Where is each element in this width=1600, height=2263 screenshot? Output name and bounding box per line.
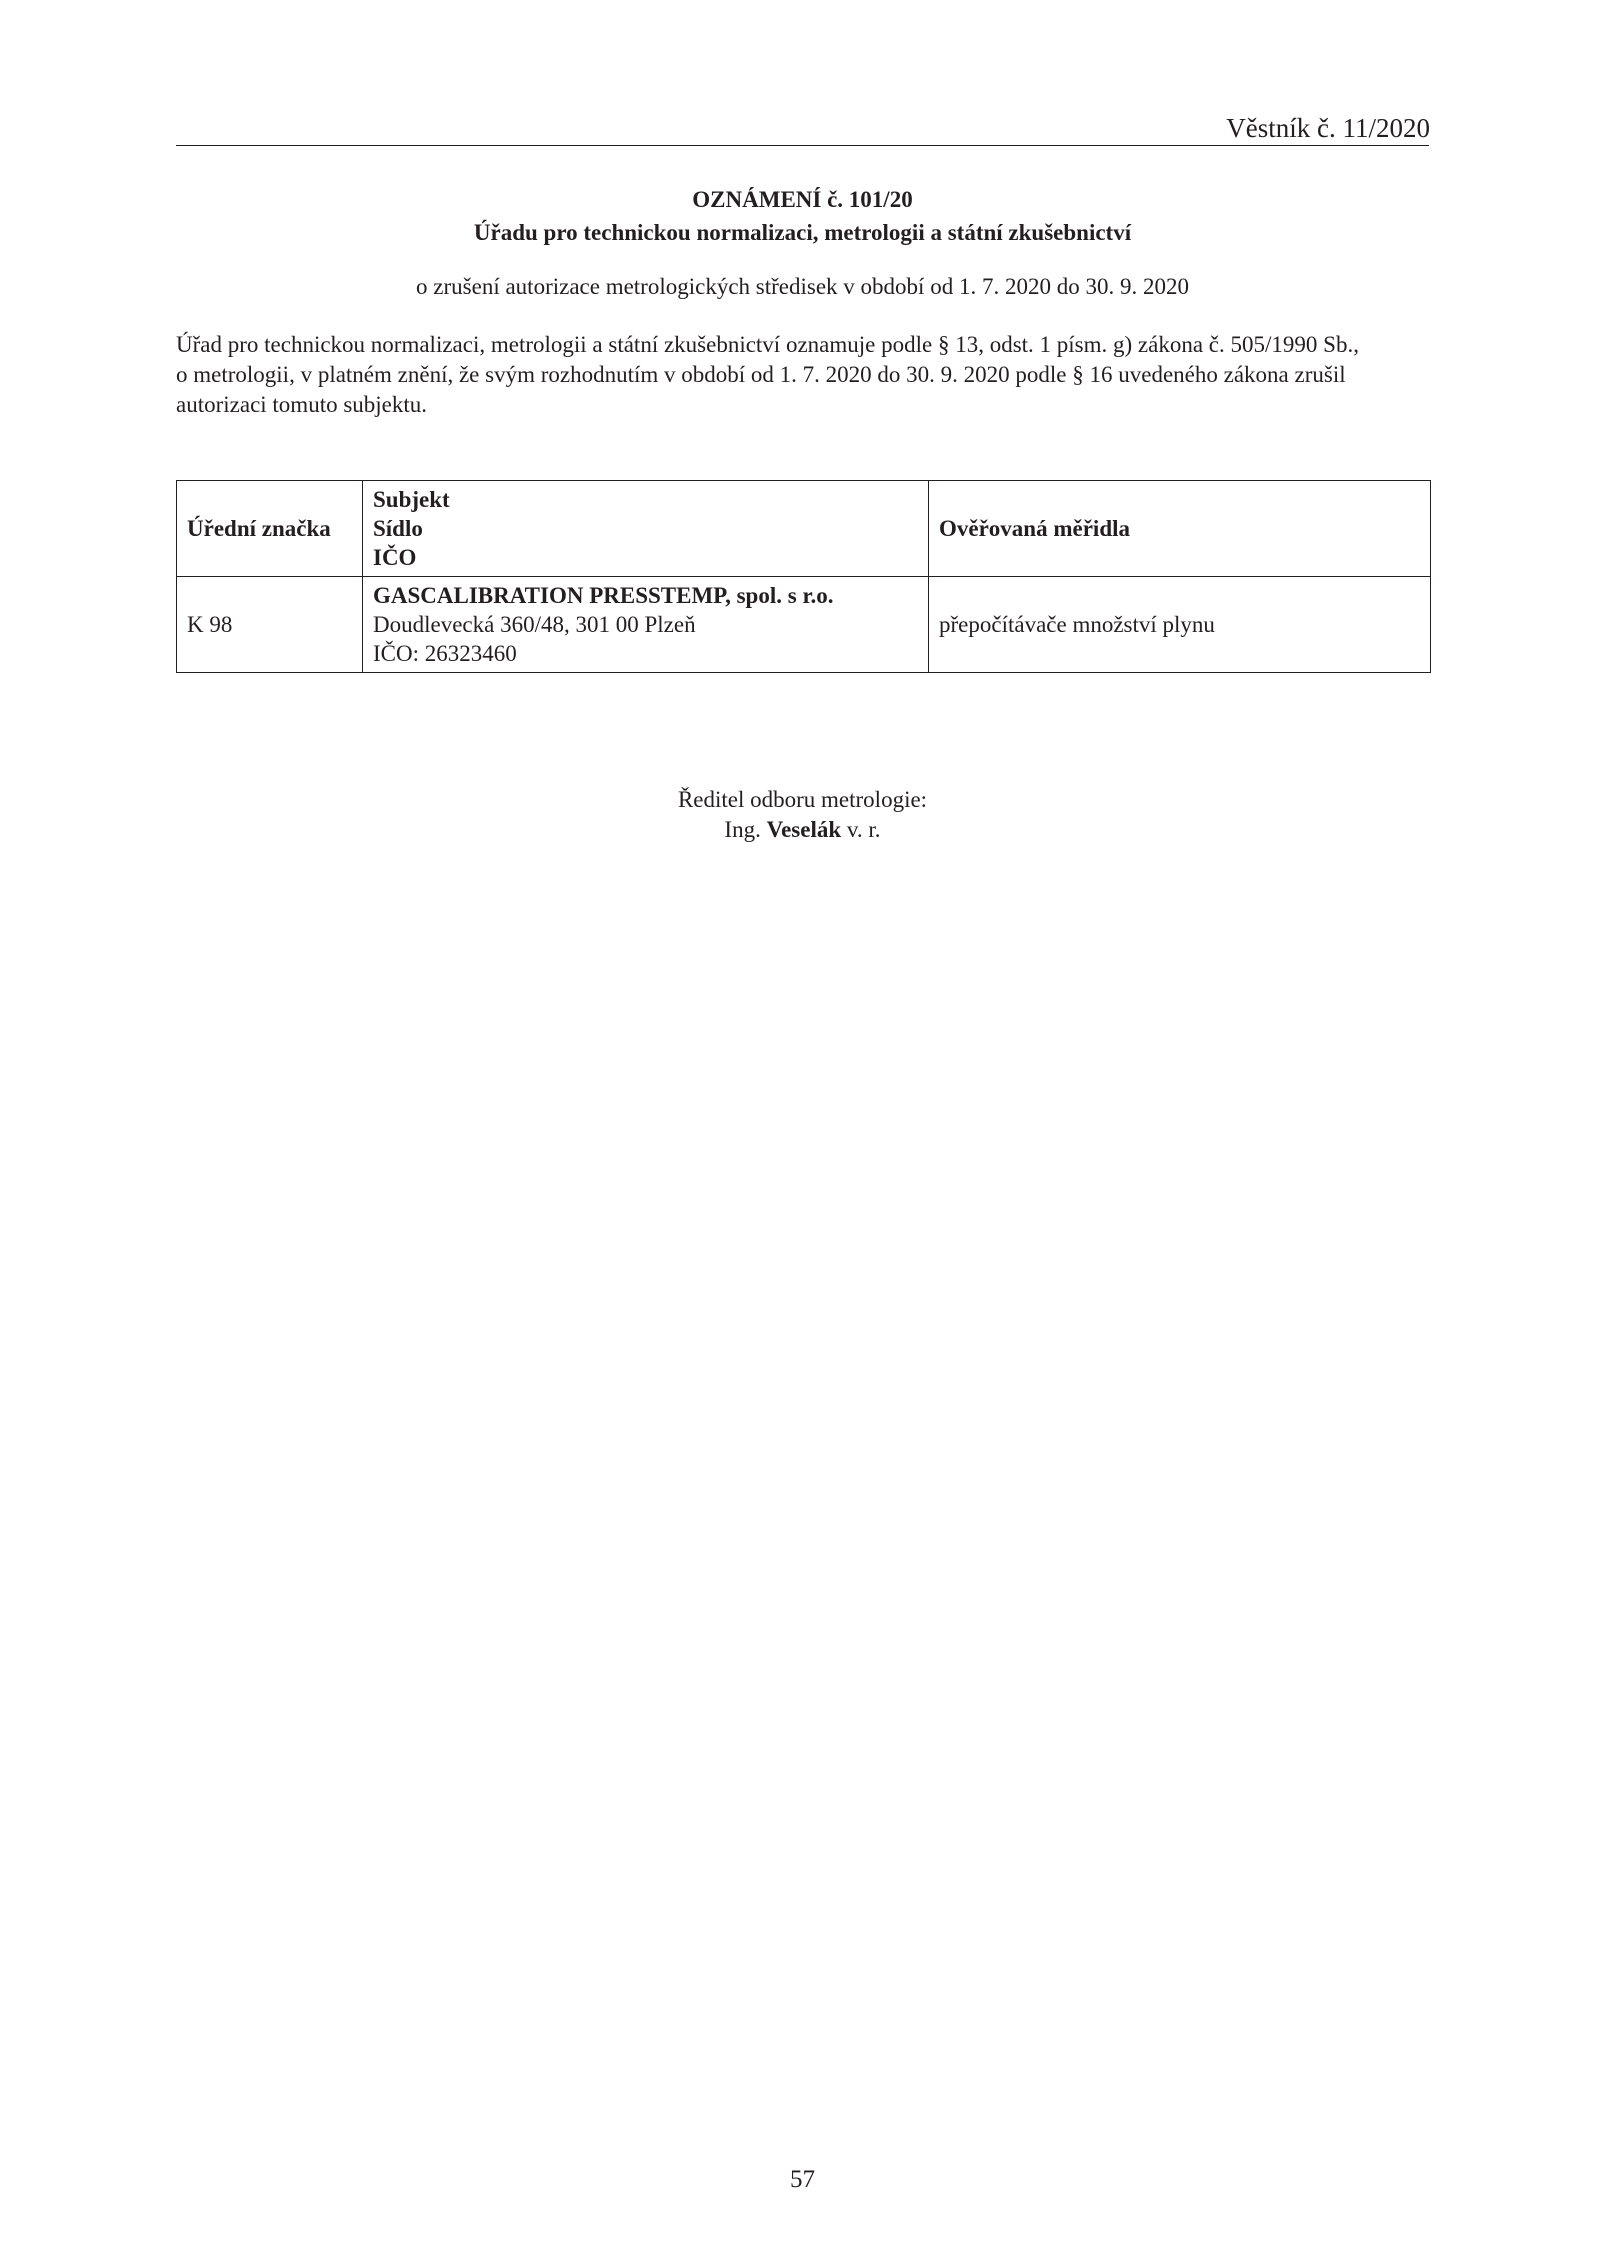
header-seat-line: Sídlo	[373, 516, 423, 541]
header-ico-line: IČO	[373, 545, 417, 570]
subject-address: Doudlevecká 360/48, 301 00 Plzeň	[373, 612, 696, 637]
header-code: Úřední značka	[177, 481, 363, 577]
table-row	[177, 577, 1431, 673]
cell-subject	[363, 577, 929, 673]
notice-number: OZNÁMENÍ č. 101/20	[692, 187, 913, 212]
signature-suffix: v. r.	[846, 817, 881, 842]
signature-surname: Veselák	[766, 817, 842, 842]
subject-ico: IČO: 26323460	[373, 641, 517, 666]
intro-paragraph	[176, 330, 1429, 420]
header-instruments: Ověřovaná měřidla	[929, 481, 1431, 577]
table-header-row	[177, 481, 1431, 577]
signature-role: Ředitel odboru metrologie:	[677, 787, 928, 812]
notice-subject: o zrušení autorizace metrologických středisek v období od 1. 7. 2020 do 30. 9. 2020	[416, 274, 1189, 299]
header-subject	[363, 481, 929, 577]
signature-name	[176, 815, 1429, 845]
notice-title-block	[176, 183, 1429, 249]
header-rule	[176, 145, 1429, 146]
page-number: 57	[790, 2166, 815, 2193]
cell-instruments: přepočítávače množství plynu	[929, 577, 1431, 673]
intro-line: Úřad pro technickou normalizaci, metrologii a státní zkušebnictví oznamuje podle § 13, odst. 1 písm. g) zákona č. 505/1990 Sb.,	[176, 332, 1359, 357]
intro-line: autorizaci tomuto subjektu.	[176, 392, 428, 417]
intro-line: o metrologii, v platném znění, že svým rozhodnutím v období od 1. 7. 2020 do 30. 9. 2020 podle § 16 uvedeného zákona zrušil	[176, 362, 1346, 387]
cell-code: K 98	[177, 577, 363, 673]
header-subject-line: Subjekt	[373, 487, 450, 512]
signature-block	[176, 785, 1429, 845]
notice-issuer: Úřadu pro technickou normalizaci, metrologii a státní zkušebnictví	[473, 220, 1132, 245]
subject-name: GASCALIBRATION PRESSTEMP, spol. s r.o.	[373, 583, 834, 608]
authorization-table	[176, 480, 1431, 673]
running-header: Věstník č. 11/2020	[1226, 113, 1430, 143]
signature-title: Ing.	[724, 817, 761, 842]
